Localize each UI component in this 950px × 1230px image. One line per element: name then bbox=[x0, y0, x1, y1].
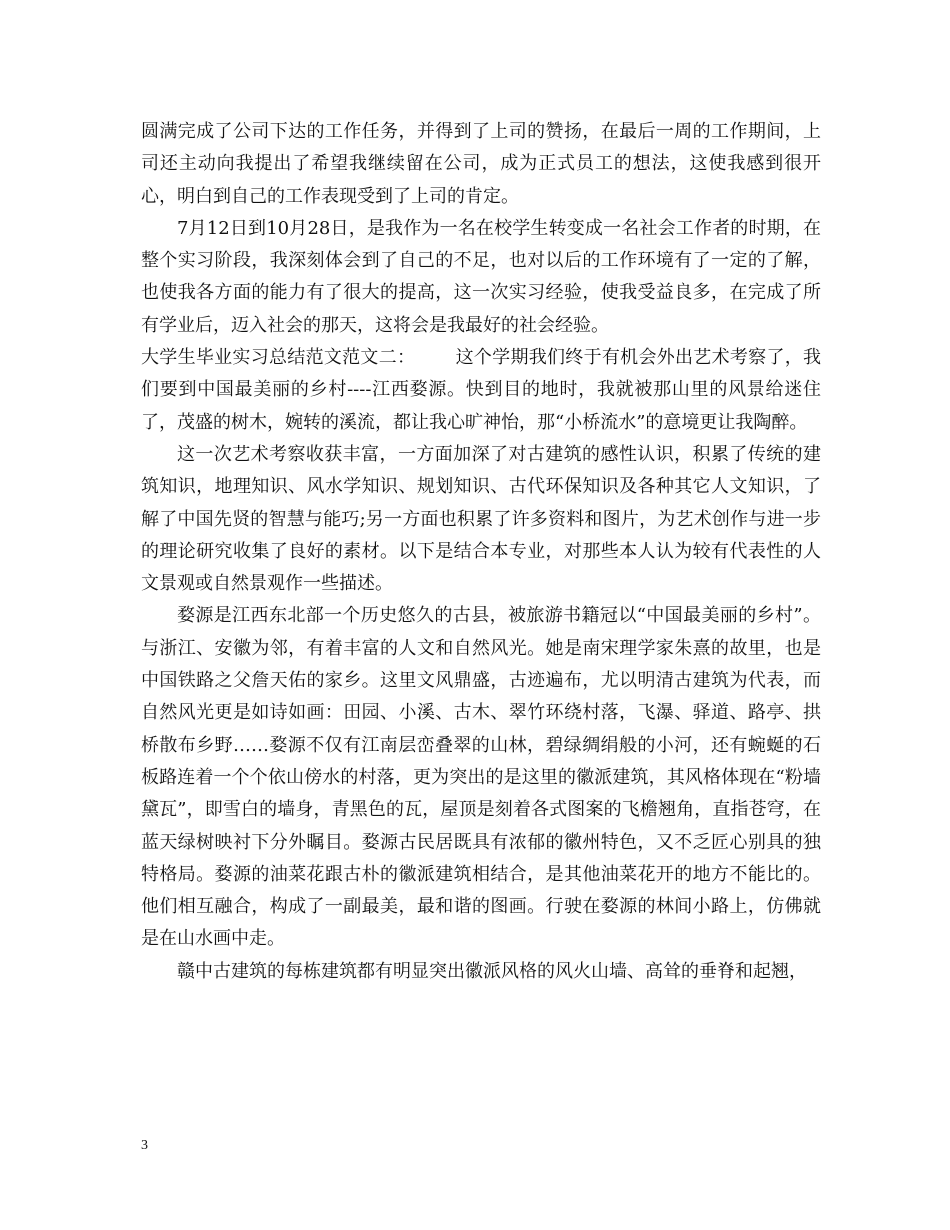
paragraph-art-inspection: 这一次艺术考察收获丰富，一方面加深了对古建筑的感性认识，积累了传统的建筑知识，地理知识、风水学知识、规划知识、古代环保知识及各种其它人文知识，了解了中国先贤的智慧与能巧;另一方面也积累了许多资料和图片，为艺术创作与进一步的理论研究收集了良好的素材。以下是结合本专业，对那些本人认为较有代表性的人文景观或自然景观作一些描述。 bbox=[141, 443, 821, 595]
paragraph-section-two-intro bbox=[141, 342, 821, 439]
paragraph-continuation: 圆满完成了公司下达的工作任务，并得到了上司的赞扬，在最后一周的工作期间，上司还主动向我提出了希望我继续留在公司，成为正式员工的想法，这使我感到很开心，明白到自己的工作表现受到了上司的肯定。 bbox=[141, 121, 821, 207]
document-body bbox=[141, 116, 821, 988]
paragraph-internship-period: 7月12日到10月28日，是我作为一名在校学生转变成一名社会工作者的时期，在整个实习阶段，我深刻体会到了自己的不足，也对以后的工作环境有了一定的了解，也使我各方面的能力有了很大的提高，这一次实习经验，使我受益良多，在完成了所有学业后，迈入社会的那天，这将会是我最好的社会经验。 bbox=[141, 217, 821, 336]
section-heading: 大学生毕业实习总结范文范文二： bbox=[141, 347, 416, 369]
paragraph-ancient-architecture: 赣中古建筑的每栋建筑都有明显突出徽派风格的风火山墙、高耸的垂脊和起翘， bbox=[177, 960, 807, 982]
page-number: 3 bbox=[141, 1138, 148, 1153]
paragraph-wuyuan-description: 婺源是江西东北部一个历史悠久的古县，被旅游书籍冠以“中国最美丽的乡村”。与浙江、安徽为邻，有着丰富的人文和自然风光。她是南宋理学家朱熹的故里，也是中国铁路之父詹天佑的家乡。这里文风鼎盛，古迹遍布，尤以明清古建筑为代表，而自然风光更是如诗如画：田园、小溪、古木、翠竹环绕村落，飞瀑、驿道、路亭、拱桥散布乡野……婺源不仅有江南层峦叠翠的山林，碧绿绸绢般的小河，还有蜿蜒的石板路连着一个个依山傍水的村落，更为突出的是这里的徽派建筑，其风格体现在“粉墙黛瓦”，即雪白的墙身，青黑色的瓦，屋顶是刻着各式图案的飞檐翘角，直指苍穹，在蓝天绿树映衬下分外瞩目。婺源古民居既具有浓郁的徽州特色，又不乏匠心别具的独特格局。婺源的油菜花跟古朴的徽派建筑相结合，是其他油菜花开的地方不能比的。他们相互融合，构成了一副最美，最和谐的图画。行驶在婺源的林间小路上，仿佛就是在山水画中走。 bbox=[141, 605, 821, 950]
section-intro-text: 这个学期我们终于有机会外出艺术考察了，我们要到中国最美丽的乡村----江西婺源。快到目的地时，我就被那山里的风景给迷住了，茂盛的树木，婉转的溪流，都让我心旷神怡，那“小桥流水”的意境更让我陶醉。 bbox=[141, 347, 822, 433]
